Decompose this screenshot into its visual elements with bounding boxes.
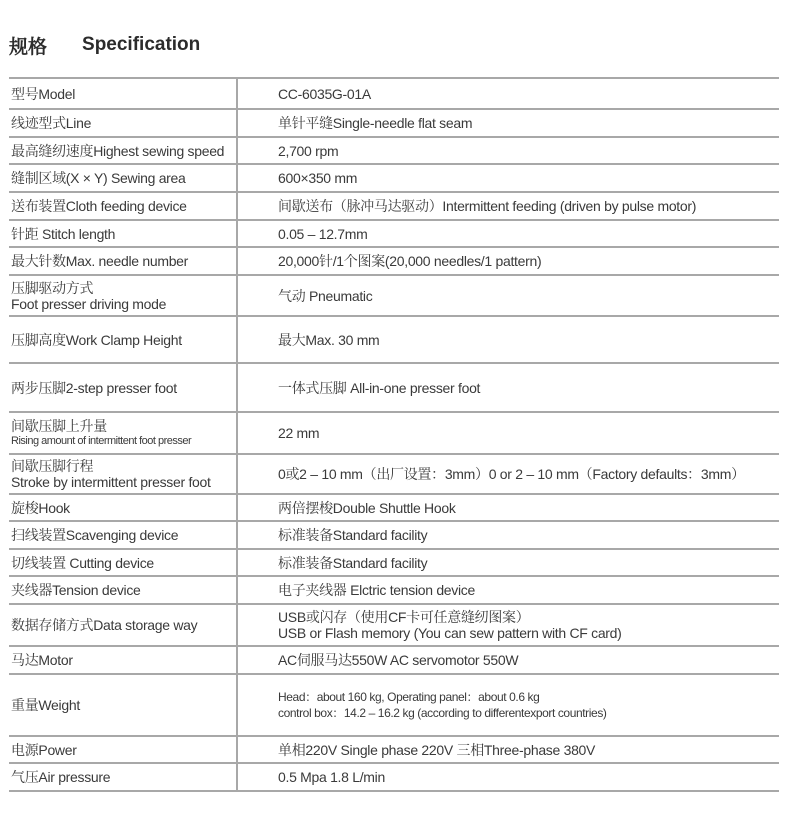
spec-value: 气动 Pneumatic: [278, 287, 373, 304]
spec-value-cell: [238, 764, 779, 790]
spec-value-cell: [238, 550, 779, 575]
spec-label-english: Rising amount of intermittent foot presser: [11, 435, 192, 447]
spec-value: 一体式压脚 All-in-one presser foot: [278, 379, 481, 396]
spec-label-cell: [9, 79, 238, 108]
spec-row: [9, 550, 779, 577]
spec-label-english: Foot presser driving mode: [11, 295, 167, 312]
spec-value-cell: [238, 276, 779, 315]
spec-value: 0或2 – 10 mm（出厂设置：3mm）0 or 2 – 10 mm（Factory defaults：3mm）: [278, 466, 745, 482]
spec-value-cell: [238, 737, 779, 762]
spec-label-cell: [9, 764, 238, 790]
spec-row: [9, 737, 779, 764]
spec-value: 电子夹线器 Elctric tension device: [278, 582, 475, 598]
spec-value: 600×350 mm: [278, 170, 358, 186]
spec-label: 马达Motor: [11, 652, 73, 668]
spec-row: [9, 276, 779, 317]
spec-label: 夹线器Tension device: [11, 582, 141, 598]
spec-value: 0.05 – 12.7mm: [278, 225, 368, 242]
spec-row: [9, 221, 779, 248]
spec-value-cell: [238, 675, 779, 735]
spec-value: 标准装备Standard facility: [278, 554, 428, 571]
spec-label-cell: [9, 550, 238, 575]
spec-label: 型号Model: [11, 85, 76, 102]
spec-value: 单针平缝Single-needle flat seam: [278, 115, 473, 131]
spec-label: 压脚高度Work Clamp Height: [11, 331, 182, 348]
spec-value: 标准装备Standard facility: [278, 527, 428, 543]
spec-label-cell: [9, 138, 238, 163]
spec-label: 数据存储方式Data storage way: [11, 617, 198, 633]
spec-row: [9, 764, 779, 792]
spec-label-cell: [9, 647, 238, 673]
spec-label: 电源Power: [11, 741, 77, 758]
spec-label-cell: [9, 675, 238, 735]
page-title: [9, 30, 200, 60]
specification-table: [9, 77, 779, 792]
spec-value-cell: [238, 221, 779, 246]
spec-label-cell: [9, 276, 238, 315]
spec-row: [9, 193, 779, 221]
title-english: Specification: [82, 34, 201, 55]
spec-row: [9, 455, 779, 495]
spec-value: 22 mm: [278, 425, 320, 441]
spec-label: 针距 Stitch length: [11, 225, 116, 242]
spec-row: [9, 647, 779, 675]
spec-label: 两步压脚2-step presser foot: [11, 379, 177, 396]
spec-value: 2,700 rpm: [278, 142, 339, 159]
spec-value-cell: [238, 165, 779, 191]
spec-label-cell: [9, 364, 238, 411]
spec-value-cell: [238, 193, 779, 219]
spec-row: [9, 317, 779, 364]
spec-label: 压脚驱动方式: [11, 279, 94, 296]
spec-label: 旋梭Hook: [11, 499, 70, 516]
spec-label-cell: [9, 737, 238, 762]
spec-label: 最高缝纫速度Highest sewing speed: [11, 142, 225, 159]
spec-value: 间歇送布（脉冲马达驱动）Intermittent feeding (driven by pulse motor): [278, 198, 697, 214]
spec-value-cell: [238, 413, 779, 453]
spec-label: 扫线装置Scavenging device: [11, 527, 179, 543]
spec-value-line2: USB or Flash memory (You can sew pattern with CF card): [278, 625, 622, 641]
spec-value-cell: [238, 455, 779, 493]
spec-label: 缝制区域(X × Y) Sewing area: [11, 170, 186, 186]
spec-row: [9, 248, 779, 276]
spec-value: USB或闪存（使用CF卡可任意缝纫图案）: [278, 609, 530, 625]
spec-value: 20,000针/1个图案(20,000 needles/1 pattern): [278, 253, 542, 269]
spec-row: [9, 110, 779, 138]
spec-label-cell: [9, 522, 238, 548]
spec-row: [9, 605, 779, 647]
spec-value: Head：about 160 kg, Operating panel：about 0.6 kg: [278, 690, 540, 704]
spec-value-cell: [238, 495, 779, 520]
spec-value: AC伺服马达550W AC servomotor 550W: [278, 652, 519, 668]
spec-label: 间歇压脚行程: [11, 458, 94, 474]
spec-label: 送布装置Cloth feeding device: [11, 198, 187, 214]
spec-label-cell: [9, 495, 238, 520]
spec-row: [9, 165, 779, 193]
spec-label: 线迹型式Line: [11, 115, 92, 131]
spec-label-cell: [9, 165, 238, 191]
title-chinese: 规格: [9, 36, 48, 58]
spec-value-line2: control box：14.2 – 16.2 kg (according to differentexport countries): [278, 706, 607, 720]
spec-label-english: Stroke by intermittent presser foot: [11, 474, 211, 490]
spec-label-cell: [9, 221, 238, 246]
spec-value-cell: [238, 522, 779, 548]
spec-value: 最大Max. 30 mm: [278, 331, 380, 348]
spec-label: 切线装置 Cutting device: [11, 554, 154, 571]
spec-label: 重量Weight: [11, 697, 80, 713]
spec-label-cell: [9, 577, 238, 603]
spec-value-cell: [238, 79, 779, 108]
spec-label-cell: [9, 110, 238, 136]
spec-value: 单相220V Single phase 220V 三相Three-phase 380V: [278, 741, 596, 758]
spec-value-cell: [238, 647, 779, 673]
spec-row: [9, 413, 779, 455]
spec-value: 0.5 Mpa 1.8 L/min: [278, 769, 385, 785]
spec-value: 两倍摆梭Double Shuttle Hook: [278, 499, 456, 516]
spec-row: [9, 577, 779, 605]
spec-value-cell: [238, 605, 779, 645]
spec-row: [9, 495, 779, 522]
spec-row: [9, 675, 779, 737]
spec-value-cell: [238, 138, 779, 163]
spec-label-cell: [9, 605, 238, 645]
spec-label: 气压Air pressure: [11, 769, 111, 785]
spec-label: 间歇压脚上升量: [11, 418, 107, 434]
spec-value-cell: [238, 364, 779, 411]
spec-label-cell: [9, 413, 238, 453]
spec-row: [9, 522, 779, 550]
spec-value-cell: [238, 577, 779, 603]
spec-label-cell: [9, 193, 238, 219]
spec-label-cell: [9, 248, 238, 274]
spec-label-cell: [9, 455, 238, 493]
spec-row: [9, 79, 779, 110]
spec-value-cell: [238, 248, 779, 274]
spec-label-cell: [9, 317, 238, 362]
spec-row: [9, 364, 779, 413]
spec-value-cell: [238, 110, 779, 136]
spec-value: CC-6035G-01A: [278, 85, 371, 102]
spec-row: [9, 138, 779, 165]
spec-value-cell: [238, 317, 779, 362]
spec-label: 最大针数Max. needle number: [11, 253, 189, 269]
